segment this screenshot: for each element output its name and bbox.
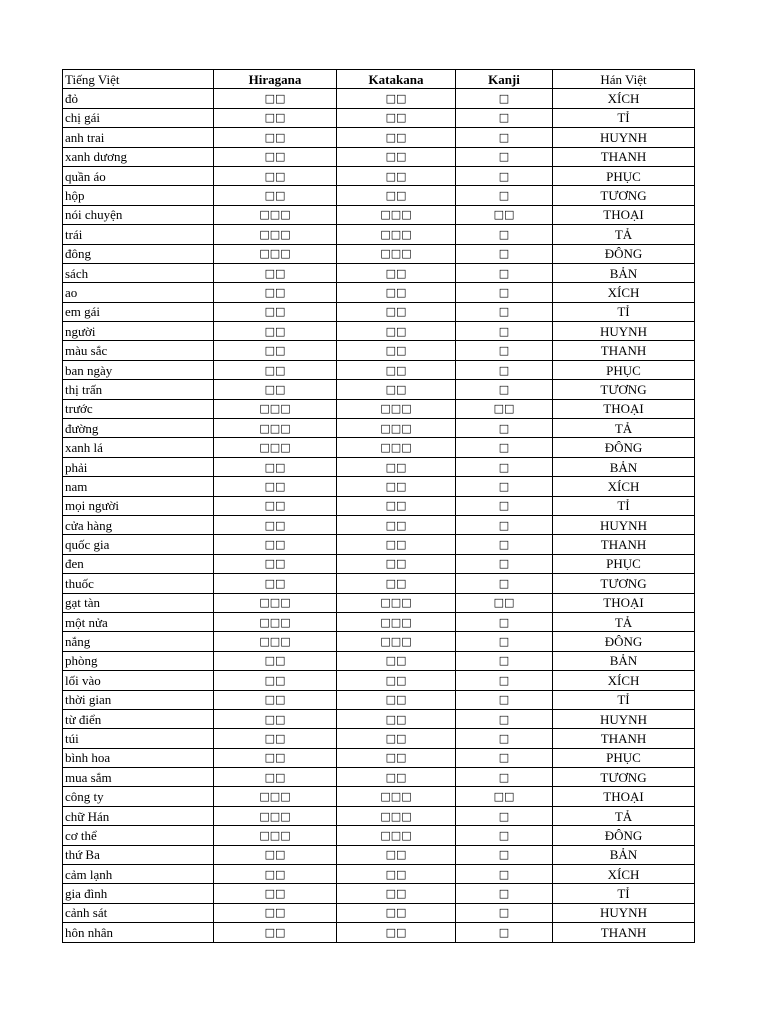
cell-kanji: □□	[456, 205, 553, 224]
cell-katakana: □□	[337, 535, 456, 554]
cell-katakana: □□	[337, 341, 456, 360]
cell-katakana: □□	[337, 671, 456, 690]
cell-kanji: □	[456, 826, 553, 845]
cell-hiragana: □□	[214, 477, 337, 496]
table-row	[63, 690, 695, 709]
cell-kanji: □□	[456, 593, 553, 612]
cell-kanji: □	[456, 360, 553, 379]
cell-vietnamese: đen	[63, 554, 214, 573]
vocabulary-sheet	[62, 69, 694, 943]
table-row	[63, 651, 695, 670]
table-row	[63, 903, 695, 922]
cell-han-viet: TƯƠNG	[553, 768, 695, 787]
cell-kanji: □	[456, 225, 553, 244]
cell-kanji: □	[456, 729, 553, 748]
cell-hiragana: □□	[214, 709, 337, 728]
cell-han-viet: PHỤC	[553, 554, 695, 573]
cell-han-viet: PHỤC	[553, 166, 695, 185]
table-row	[63, 341, 695, 360]
cell-katakana: □□□	[337, 632, 456, 651]
cell-vietnamese: gạt tàn	[63, 593, 214, 612]
cell-katakana: □□	[337, 89, 456, 108]
cell-hiragana: □□□	[214, 419, 337, 438]
cell-vietnamese: người	[63, 322, 214, 341]
cell-kanji: □	[456, 903, 553, 922]
cell-han-viet: BẢN	[553, 845, 695, 864]
cell-han-viet: TẢ	[553, 419, 695, 438]
table-row	[63, 535, 695, 554]
table-row	[63, 826, 695, 845]
table-row	[63, 225, 695, 244]
cell-kanji: □	[456, 709, 553, 728]
cell-hiragana: □□	[214, 535, 337, 554]
table-row	[63, 263, 695, 282]
cell-katakana: □□	[337, 574, 456, 593]
cell-han-viet: XÍCH	[553, 477, 695, 496]
cell-han-viet: XÍCH	[553, 865, 695, 884]
cell-vietnamese: ao	[63, 283, 214, 302]
table-row	[63, 108, 695, 127]
header-han-viet: Hán Việt	[553, 70, 695, 89]
cell-vietnamese: cơ thể	[63, 826, 214, 845]
cell-hiragana: □□	[214, 128, 337, 147]
cell-hiragana: □□□	[214, 205, 337, 224]
cell-han-viet: THOẠI	[553, 593, 695, 612]
cell-kanji: □	[456, 341, 553, 360]
cell-katakana: □□	[337, 690, 456, 709]
cell-vietnamese: thị trấn	[63, 380, 214, 399]
cell-vietnamese: lối vào	[63, 671, 214, 690]
cell-kanji: □	[456, 632, 553, 651]
table-row	[63, 554, 695, 573]
cell-kanji: □	[456, 108, 553, 127]
cell-kanji: □	[456, 419, 553, 438]
cell-katakana: □□	[337, 360, 456, 379]
table-row	[63, 419, 695, 438]
cell-kanji: □	[456, 89, 553, 108]
cell-hiragana: □□	[214, 690, 337, 709]
cell-han-viet: TẢ	[553, 612, 695, 631]
table-row	[63, 845, 695, 864]
table-row	[63, 768, 695, 787]
cell-han-viet: TẢ	[553, 806, 695, 825]
cell-han-viet: THOẠI	[553, 399, 695, 418]
cell-han-viet: TỈ	[553, 302, 695, 321]
cell-hiragana: □□□	[214, 632, 337, 651]
cell-vietnamese: anh trai	[63, 128, 214, 147]
cell-kanji: □	[456, 380, 553, 399]
table-row	[63, 612, 695, 631]
cell-hiragana: □□	[214, 865, 337, 884]
cell-hiragana: □□□	[214, 225, 337, 244]
cell-vietnamese: cảnh sát	[63, 903, 214, 922]
cell-hiragana: □□	[214, 283, 337, 302]
cell-katakana: □□	[337, 380, 456, 399]
cell-hiragana: □□	[214, 671, 337, 690]
cell-han-viet: XÍCH	[553, 671, 695, 690]
table-row	[63, 322, 695, 341]
cell-katakana: □□	[337, 865, 456, 884]
table-row	[63, 147, 695, 166]
cell-vietnamese: nói chuyện	[63, 205, 214, 224]
cell-hiragana: □□	[214, 923, 337, 942]
cell-katakana: □□□	[337, 205, 456, 224]
cell-kanji: □□	[456, 787, 553, 806]
cell-katakana: □□	[337, 729, 456, 748]
cell-katakana: □□	[337, 884, 456, 903]
cell-vietnamese: bình hoa	[63, 748, 214, 767]
header-row	[63, 70, 695, 89]
cell-hiragana: □□	[214, 496, 337, 515]
cell-vietnamese: chữ Hán	[63, 806, 214, 825]
cell-vietnamese: xanh dương	[63, 147, 214, 166]
cell-vietnamese: thứ Ba	[63, 845, 214, 864]
cell-katakana: □□	[337, 457, 456, 476]
cell-katakana: □□	[337, 128, 456, 147]
cell-han-viet: BẢN	[553, 651, 695, 670]
cell-vietnamese: nam	[63, 477, 214, 496]
cell-katakana: □□	[337, 108, 456, 127]
cell-han-viet: TỈ	[553, 108, 695, 127]
cell-katakana: □□□	[337, 419, 456, 438]
cell-hiragana: □□	[214, 574, 337, 593]
table-row	[63, 128, 695, 147]
cell-kanji: □	[456, 147, 553, 166]
table-row	[63, 244, 695, 263]
cell-kanji: □	[456, 554, 553, 573]
table-row	[63, 923, 695, 942]
cell-kanji: □	[456, 457, 553, 476]
cell-hiragana: □□□	[214, 593, 337, 612]
cell-vietnamese: thuốc	[63, 574, 214, 593]
cell-kanji: □	[456, 535, 553, 554]
cell-vietnamese: quốc gia	[63, 535, 214, 554]
cell-vietnamese: cảm lạnh	[63, 865, 214, 884]
cell-hiragana: □□	[214, 457, 337, 476]
cell-vietnamese: trái	[63, 225, 214, 244]
cell-kanji: □	[456, 186, 553, 205]
cell-kanji: □	[456, 748, 553, 767]
cell-han-viet: TẢ	[553, 225, 695, 244]
cell-vietnamese: một nửa	[63, 612, 214, 631]
table-row	[63, 632, 695, 651]
cell-hiragana: □□	[214, 108, 337, 127]
cell-vietnamese: ban ngày	[63, 360, 214, 379]
cell-kanji: □	[456, 612, 553, 631]
cell-hiragana: □□□	[214, 612, 337, 631]
cell-hiragana: □□□	[214, 806, 337, 825]
cell-hiragana: □□	[214, 380, 337, 399]
cell-katakana: □□	[337, 283, 456, 302]
cell-han-viet: ĐÔNG	[553, 632, 695, 651]
cell-kanji: □	[456, 768, 553, 787]
cell-vietnamese: đông	[63, 244, 214, 263]
cell-hiragana: □□	[214, 903, 337, 922]
table-row	[63, 283, 695, 302]
table-row	[63, 515, 695, 534]
cell-han-viet: THANH	[553, 729, 695, 748]
cell-katakana: □□□	[337, 826, 456, 845]
cell-han-viet: ĐÔNG	[553, 826, 695, 845]
cell-han-viet: TỈ	[553, 690, 695, 709]
cell-katakana: □□	[337, 554, 456, 573]
cell-han-viet: HUYNH	[553, 322, 695, 341]
table-row	[63, 884, 695, 903]
cell-vietnamese: em gái	[63, 302, 214, 321]
cell-vietnamese: gia đình	[63, 884, 214, 903]
cell-vietnamese: nắng	[63, 632, 214, 651]
cell-katakana: □□	[337, 322, 456, 341]
cell-hiragana: □□	[214, 302, 337, 321]
cell-vietnamese: túi	[63, 729, 214, 748]
cell-han-viet: TỈ	[553, 496, 695, 515]
table-row	[63, 729, 695, 748]
cell-han-viet: THOẠI	[553, 205, 695, 224]
table-row	[63, 748, 695, 767]
table-row	[63, 865, 695, 884]
table-row	[63, 593, 695, 612]
table-row	[63, 302, 695, 321]
cell-hiragana: □□	[214, 845, 337, 864]
cell-vietnamese: đỏ	[63, 89, 214, 108]
cell-kanji: □	[456, 884, 553, 903]
cell-hiragana: □□	[214, 341, 337, 360]
cell-hiragana: □□	[214, 729, 337, 748]
cell-kanji: □	[456, 263, 553, 282]
cell-han-viet: XÍCH	[553, 283, 695, 302]
cell-hiragana: □□	[214, 748, 337, 767]
cell-vietnamese: hôn nhân	[63, 923, 214, 942]
cell-katakana: □□	[337, 263, 456, 282]
cell-katakana: □□	[337, 903, 456, 922]
cell-hiragana: □□□	[214, 826, 337, 845]
cell-katakana: □□	[337, 496, 456, 515]
cell-vietnamese: hộp	[63, 186, 214, 205]
header-kanji: Kanji	[456, 70, 553, 89]
cell-kanji: □	[456, 438, 553, 457]
cell-katakana: □□	[337, 302, 456, 321]
table-row	[63, 166, 695, 185]
table-row	[63, 360, 695, 379]
cell-kanji: □	[456, 302, 553, 321]
cell-hiragana: □□□	[214, 787, 337, 806]
cell-han-viet: HUYNH	[553, 709, 695, 728]
cell-katakana: □□□	[337, 438, 456, 457]
cell-han-viet: TƯƠNG	[553, 186, 695, 205]
header-hiragana: Hiragana	[214, 70, 337, 89]
cell-kanji: □	[456, 671, 553, 690]
cell-hiragana: □□	[214, 263, 337, 282]
cell-kanji: □	[456, 322, 553, 341]
cell-hiragana: □□□	[214, 438, 337, 457]
table-row	[63, 806, 695, 825]
cell-han-viet: PHỤC	[553, 748, 695, 767]
cell-katakana: □□	[337, 845, 456, 864]
cell-hiragana: □□	[214, 147, 337, 166]
cell-han-viet: THOẠI	[553, 787, 695, 806]
table-row	[63, 205, 695, 224]
cell-hiragana: □□	[214, 884, 337, 903]
table-row	[63, 787, 695, 806]
cell-kanji: □	[456, 806, 553, 825]
cell-vietnamese: màu sắc	[63, 341, 214, 360]
cell-katakana: □□□	[337, 399, 456, 418]
cell-han-viet: TƯƠNG	[553, 380, 695, 399]
cell-kanji: □	[456, 574, 553, 593]
cell-vietnamese: phòng	[63, 651, 214, 670]
cell-hiragana: □□	[214, 651, 337, 670]
cell-katakana: □□□	[337, 787, 456, 806]
cell-han-viet: XÍCH	[553, 89, 695, 108]
cell-vietnamese: phải	[63, 457, 214, 476]
table-row	[63, 438, 695, 457]
cell-vietnamese: đường	[63, 419, 214, 438]
table-row	[63, 186, 695, 205]
cell-hiragana: □□	[214, 515, 337, 534]
cell-katakana: □□	[337, 923, 456, 942]
table-row	[63, 709, 695, 728]
cell-hiragana: □□□	[214, 244, 337, 263]
vocabulary-table	[62, 69, 695, 943]
cell-hiragana: □□	[214, 322, 337, 341]
cell-vietnamese: chị gái	[63, 108, 214, 127]
table-row	[63, 477, 695, 496]
cell-kanji: □	[456, 865, 553, 884]
header-vietnamese: Tiếng Việt	[63, 70, 214, 89]
table-row	[63, 671, 695, 690]
cell-katakana: □□	[337, 166, 456, 185]
cell-han-viet: THANH	[553, 147, 695, 166]
cell-katakana: □□□	[337, 612, 456, 631]
cell-vietnamese: mua sắm	[63, 768, 214, 787]
cell-kanji: □	[456, 128, 553, 147]
cell-han-viet: HUYNH	[553, 515, 695, 534]
table-row	[63, 399, 695, 418]
cell-kanji: □	[456, 166, 553, 185]
cell-kanji: □	[456, 244, 553, 263]
cell-han-viet: TƯƠNG	[553, 574, 695, 593]
cell-kanji: □□	[456, 399, 553, 418]
cell-han-viet: ĐÔNG	[553, 438, 695, 457]
cell-hiragana: □□	[214, 360, 337, 379]
cell-katakana: □□	[337, 651, 456, 670]
cell-katakana: □□	[337, 477, 456, 496]
cell-han-viet: THANH	[553, 535, 695, 554]
cell-vietnamese: sách	[63, 263, 214, 282]
cell-hiragana: □□	[214, 166, 337, 185]
cell-katakana: □□□	[337, 593, 456, 612]
cell-kanji: □	[456, 845, 553, 864]
cell-han-viet: BẢN	[553, 263, 695, 282]
cell-vietnamese: cửa hàng	[63, 515, 214, 534]
table-row	[63, 457, 695, 476]
table-body	[63, 89, 695, 942]
cell-han-viet: HUYNH	[553, 903, 695, 922]
cell-kanji: □	[456, 283, 553, 302]
cell-han-viet: PHỤC	[553, 360, 695, 379]
cell-han-viet: HUYNH	[553, 128, 695, 147]
cell-kanji: □	[456, 651, 553, 670]
cell-kanji: □	[456, 690, 553, 709]
cell-kanji: □	[456, 496, 553, 515]
cell-han-viet: BẢN	[553, 457, 695, 476]
cell-han-viet: ĐÔNG	[553, 244, 695, 263]
cell-hiragana: □□□	[214, 399, 337, 418]
header-katakana: Katakana	[337, 70, 456, 89]
cell-katakana: □□	[337, 709, 456, 728]
table-row	[63, 89, 695, 108]
cell-hiragana: □□	[214, 554, 337, 573]
cell-vietnamese: trước	[63, 399, 214, 418]
table-row	[63, 574, 695, 593]
cell-katakana: □□	[337, 768, 456, 787]
cell-vietnamese: mọi người	[63, 496, 214, 515]
cell-kanji: □	[456, 477, 553, 496]
cell-han-viet: TỈ	[553, 884, 695, 903]
cell-katakana: □□	[337, 147, 456, 166]
cell-katakana: □□□	[337, 806, 456, 825]
cell-hiragana: □□	[214, 768, 337, 787]
cell-vietnamese: xanh lá	[63, 438, 214, 457]
cell-kanji: □	[456, 923, 553, 942]
cell-hiragana: □□	[214, 186, 337, 205]
cell-katakana: □□	[337, 748, 456, 767]
cell-katakana: □□□	[337, 244, 456, 263]
cell-han-viet: THANH	[553, 923, 695, 942]
table-row	[63, 496, 695, 515]
cell-vietnamese: thời gian	[63, 690, 214, 709]
cell-vietnamese: quần áo	[63, 166, 214, 185]
cell-vietnamese: công ty	[63, 787, 214, 806]
cell-han-viet: THANH	[553, 341, 695, 360]
table-row	[63, 380, 695, 399]
cell-katakana: □□	[337, 515, 456, 534]
cell-katakana: □□□	[337, 225, 456, 244]
cell-kanji: □	[456, 515, 553, 534]
cell-katakana: □□	[337, 186, 456, 205]
cell-hiragana: □□	[214, 89, 337, 108]
cell-vietnamese: từ điển	[63, 709, 214, 728]
